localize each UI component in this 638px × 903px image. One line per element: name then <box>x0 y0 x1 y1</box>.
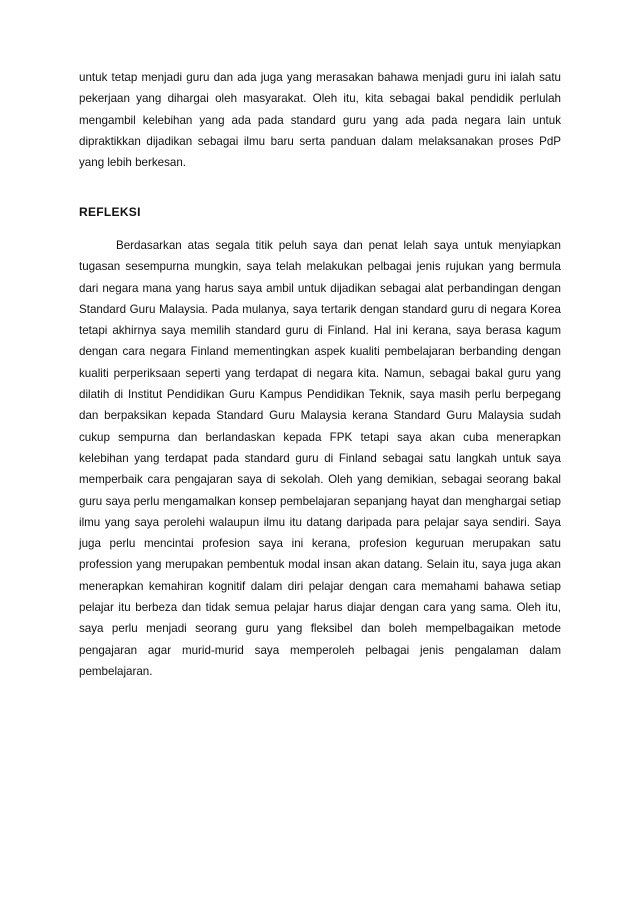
continuation-paragraph: untuk tetap menjadi guru dan ada juga yang merasakan bahawa menjadi guru ini ialah satu pekerjaan yang dihargai oleh masyarakat. Oleh itu, kita sebagai bakal pendidik perlulah mengambil kelebihan yang ada pada standard guru yang ada pada negara lain untuk dipraktikkan dijadikan sebagai ilmu baru serta panduan dalam melaksanakan proses PdP yang lebih berkesan. <box>79 71 561 170</box>
refleksi-paragraph: Berdasarkan atas segala titik peluh saya dan penat lelah saya untuk menyiapkan tugasan sesempurna mungkin, saya telah melakukan pelbagai jenis rujukan yang bermula dari negara mana yang harus saya ambil untuk dijadikan sebagai alat perbandingan dengan Standard Guru Malaysia. Pada mulanya, saya tertarik dengan standard guru di negara Korea tetapi akhirnya saya memilih standard guru di Finland. Hal ini kerana, saya berasa kagum dengan cara negara Finland mementingkan aspek kualiti pembelajaran berbanding dengan kualiti perperiksaan seperti yang terdapat di negara kita. Namun, sebagai bakal guru yang dilatih di Institut Pendidikan Guru Kampus Pendidikan Teknik, saya masih perlu berpegang dan berpaksikan kepada Standard Guru Malaysia kerana Standard Guru Malaysia sudah cukup sempurna dan berlandaskan kepada FPK tetapi saya akan cuba menerapkan kelebihan yang terdapat pada standard guru di Finland sebagai satu langkah untuk saya memperbaik cara pengajaran saya di sekolah. Oleh yang demikian, sebagai seorang bakal guru saya perlu mengamalkan konsep pembelajaran sepanjang hayat dan menghargai setiap ilmu yang saya perolehi walaupun ilmu itu datang daripada para pelajar saya sendiri. Saya juga perlu mencintai profesion saya ini kerana, profesion keguruan merupakan satu profession yang merupakan pembentuk modal insan akan datang. Selain itu, saya juga akan menerapkan kemahiran kognitif dalam diri pelajar dengan cara memahami bahawa setiap pelajar itu berbeza dan tidak semua pelajar harus diajar dengan cara yang sama. Oleh itu, saya perlu menjadi seorang guru yang fleksibel dan boleh mempelbagaikan metode pengajaran agar murid-murid saya memperoleh pelbagai jenis pengalaman dalam pembelajaran. <box>79 239 561 678</box>
section-heading-refleksi: REFLEKSI <box>79 205 141 219</box>
